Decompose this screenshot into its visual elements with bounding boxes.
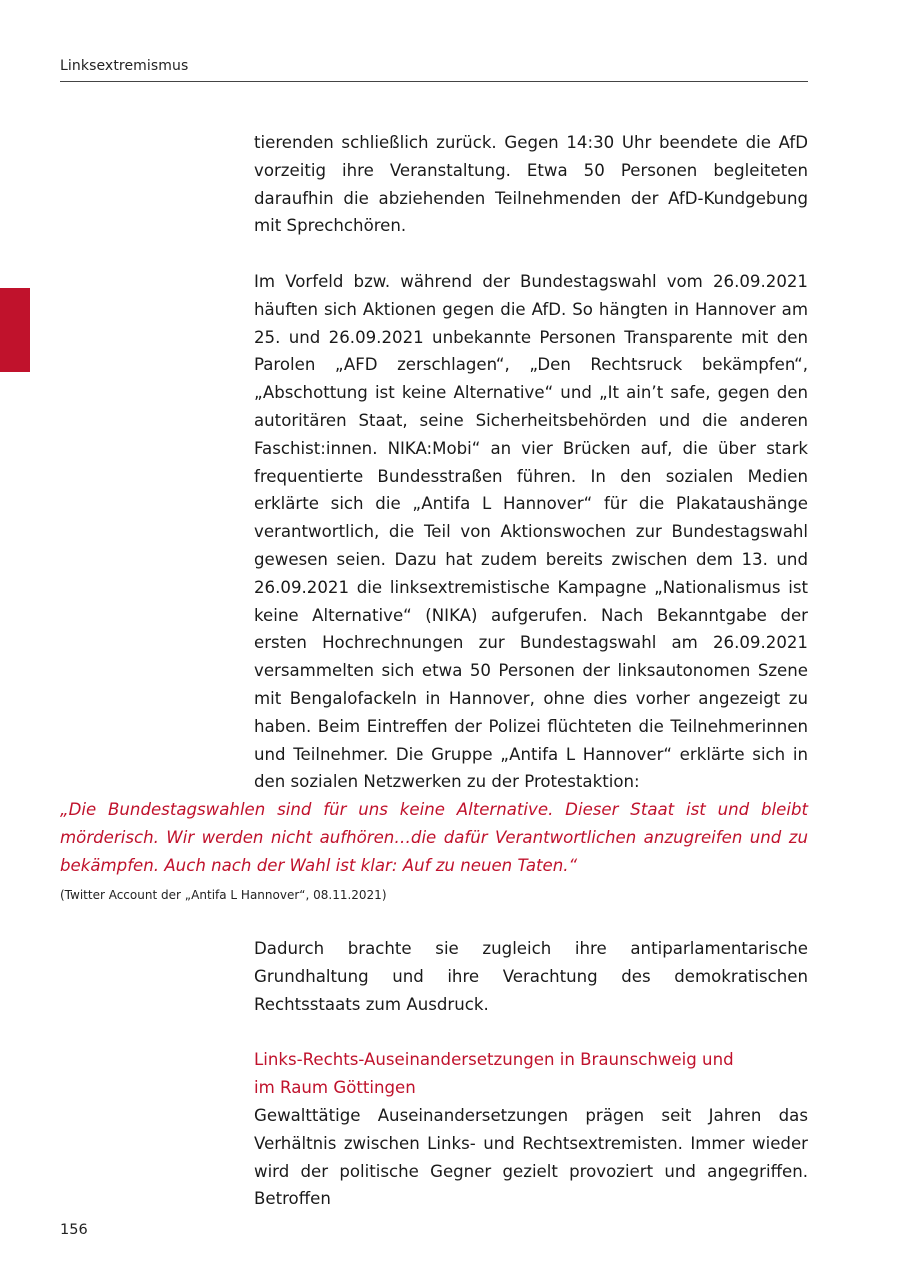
section-subheading (254, 1046, 808, 1102)
subheading-line-2: im Raum Göttingen (254, 1077, 416, 1097)
paragraph-continuation (254, 129, 808, 240)
paragraph-section-intro (254, 1102, 808, 1213)
paragraph-text: Gewalttätige Auseinandersetzungen prägen seit Jahren das Verhältnis zwischen Links- und Rechtsextremisten. Immer wieder wird der politische Gegner gezielt provoziert und angegriffen. Betroffen (254, 1106, 808, 1209)
chapter-marker (0, 288, 30, 372)
quote-source: (Twitter Account der „Antifa L Hannover“, 08.11.2021) (60, 888, 387, 902)
subheading-line-1: Links-Rechts-Auseinandersetzungen in Braunschweig und (254, 1050, 734, 1069)
block-quote: „Die Bundestagswahlen sind für uns keine Alternative. Dieser Staat ist und bleibt mörderisch. Wir werden nicht aufhören…die dafür Verantwortlichen anzugreifen und zu bekämpfen. Auch nach der Wahl ist klar: Auf zu neuen Taten.“ (60, 800, 808, 875)
paragraph-text: Im Vorfeld bzw. während der Bundestagswahl vom 26.09.2021 häuften sich Aktionen gegen die AfD. So hängten in Hannover am 25. und 26.09.2021 unbekannte Personen Transparente mit den Parolen „AFD zerschlagen“, „Den Rechtsruck bekämpfen“, „Abschottung ist keine Alternative“ und „It ain’t safe, gegen den autoritären Staat, seine Sicherheitsbehörden und die anderen Faschist:innen. NIKA:Mobi“ an vier Brücken auf, die über stark frequentierte Bundesstraßen führen. In den sozialen Medien erklärte sich die „Antifa L Hannover“ für die Plakataushänge verantwortlich, die Teil von Aktionswochen zur Bundestagswahl gewesen seien. Dazu hat zudem bereits zwischen dem 13. und 26.09.2021 die linksextremistische Kampagne „Nationalismus ist keine Alternative“ (NIKA) aufgerufen. Nach Bekanntgabe der ersten Hochrechnungen zur Bundestagswahl am 26.09.2021 versammelten sich etwa 50 Personen der linksautonomen Szene mit Bengalofackeln in Hannover, ohne dies vorher angezeigt zu haben. Beim Eintreffen der Polizei flüchteten die Teilnehmerinnen und Teilnehmer. Die Gruppe „Antifa L Hannover“ erklärte sich in den sozialen Netzwerken zu der Protestaktion: (254, 272, 808, 792)
paragraph-text: Dadurch brachte sie zugleich ihre antiparlamentarische Grundhaltung und ihre Verachtung des demokratischen Rechtsstaats zum Ausdruck. (254, 939, 808, 1014)
paragraph-election-actions (254, 268, 808, 796)
paragraph-conclusion (254, 935, 808, 1018)
running-head: Linksextremismus (60, 58, 189, 74)
header-rule (60, 81, 808, 82)
page-number: 156 (60, 1222, 88, 1238)
paragraph-text: tierenden schließlich zurück. Gegen 14:30 Uhr beendete die AfD vorzeitig ihre Veranstaltung. Etwa 50 Personen begleiteten daraufhin die abziehenden Teilnehmenden der AfD-Kundgebung mit Sprechchören. (254, 133, 808, 236)
